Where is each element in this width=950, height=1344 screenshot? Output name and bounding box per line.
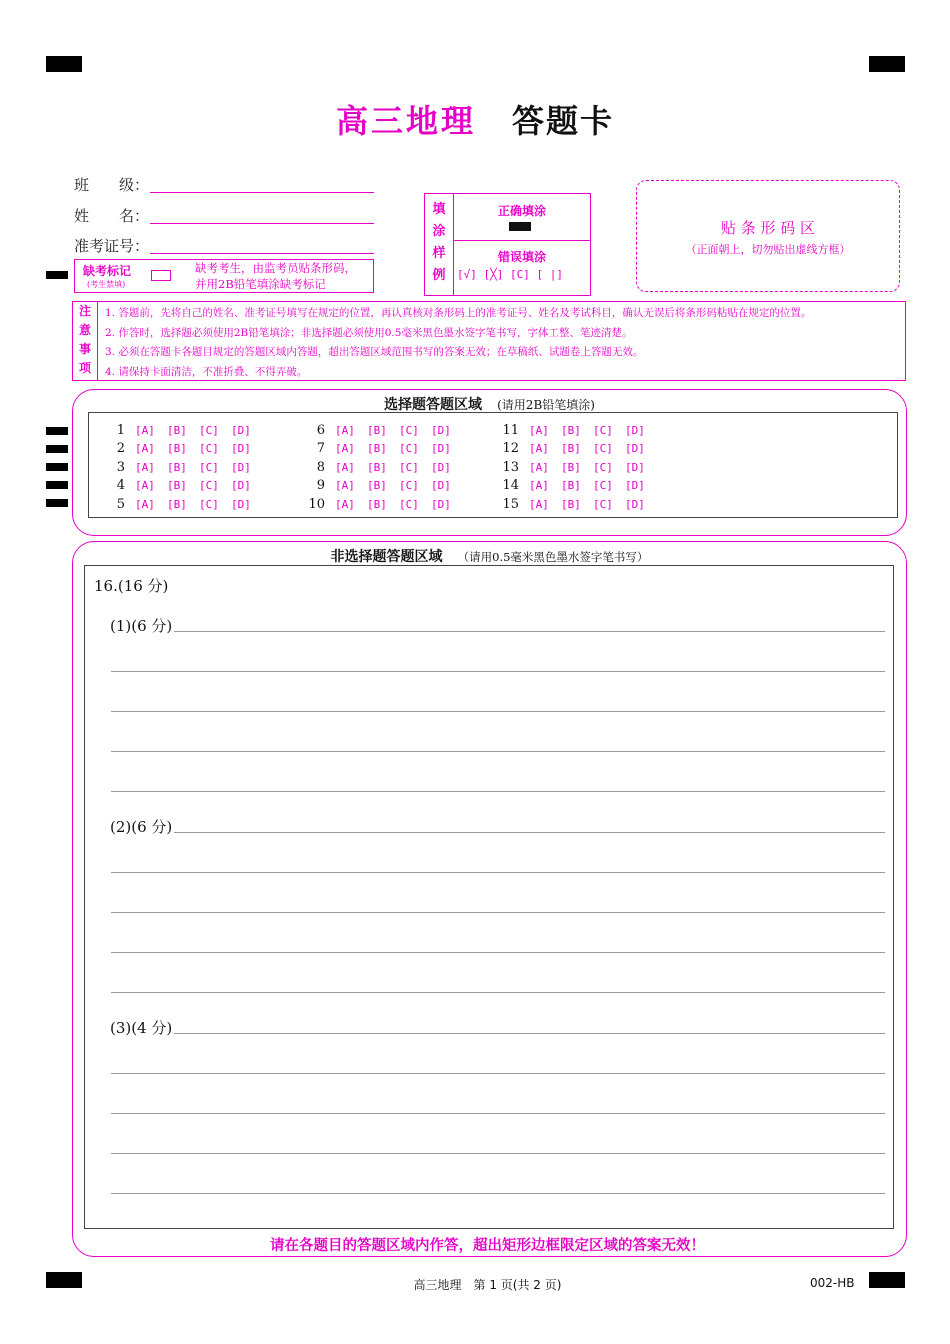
footer-page-info: 高三地理 第 1 页(共 2 页) — [413, 1278, 562, 1292]
mcq-title: 选择题答题区域 — [384, 397, 483, 413]
question-16-label: 16.(16 分) — [94, 577, 169, 595]
exam-id-field-label: 准考证号： — [74, 237, 150, 255]
mcq-option-bubble[interactable]: [A] — [135, 460, 155, 474]
mcq-option-bubble[interactable]: [B] — [367, 460, 387, 474]
mcq-question-number: 2 — [116, 441, 125, 457]
mcq-question-number: 6 — [316, 423, 325, 438]
page-title — [0, 96, 950, 142]
part-1-label: (1)(6 分) — [110, 617, 173, 635]
mcq-option-bubble[interactable]: [C] — [199, 442, 219, 456]
mcq-option-bubble[interactable]: [A] — [529, 497, 549, 511]
mcq-question-number: 4 — [116, 478, 125, 494]
wrong-fill-example: [╳] — [483, 268, 504, 281]
mcq-option-bubble[interactable]: [A] — [529, 479, 549, 493]
answer-line[interactable] — [111, 671, 885, 672]
mcq-columns — [89, 420, 897, 512]
mcq-question-number: 13 — [502, 459, 519, 475]
mcq-question-row — [89, 475, 253, 493]
mcq-question-number: 9 — [316, 478, 325, 494]
mcq-question-row — [289, 494, 453, 512]
mcq-option-bubble[interactable]: [D] — [431, 460, 451, 474]
mcq-option-bubble[interactable]: [A] — [135, 497, 155, 511]
absent-mark-sublabel: (考生禁填) — [87, 280, 126, 289]
class-field-label: 班 级： — [74, 176, 150, 194]
notice-item: 3. 必须在答题卡各题目规定的答题区域内答题，超出答题区域范围书写的答案无效；在草稿纸、试题卷上答题无效。 — [105, 346, 644, 358]
mcq-option-bubble[interactable]: [A] — [335, 460, 355, 474]
answer-line[interactable] — [111, 1113, 885, 1114]
mcq-option-bubble[interactable]: [C] — [399, 442, 419, 456]
absent-mark-instruction-2: 并用2B铅笔填涂缺考标记 — [195, 277, 326, 291]
mcq-question-row — [89, 457, 253, 475]
mcq-option-bubble[interactable]: [C] — [199, 424, 219, 437]
mcq-option-bubble[interactable]: [D] — [431, 479, 451, 493]
timing-mark — [46, 499, 68, 507]
mcq-option-bubble[interactable]: [B] — [561, 460, 581, 474]
mcq-option-bubble[interactable]: [C] — [399, 424, 419, 437]
essay-title-row — [73, 546, 906, 566]
wrong-fill-example: [√] — [457, 268, 477, 281]
mcq-question-number: 1 — [116, 423, 125, 438]
absent-mark-instruction-1: 缺考考生，由监考员贴条形码， — [195, 261, 356, 275]
title-subject: 高三地理 — [335, 102, 476, 140]
mcq-option-bubble[interactable]: [B] — [167, 424, 187, 437]
mcq-option-bubble[interactable]: [D] — [431, 424, 451, 437]
barcode-area-title: 贴 条 形 码 区 — [720, 219, 816, 237]
mcq-option-bubble[interactable]: [A] — [335, 497, 355, 511]
answer-line[interactable] — [111, 1153, 885, 1154]
wrong-fill-examples — [457, 268, 589, 281]
part-2-label: (2)(6 分) — [110, 818, 173, 836]
answer-line[interactable] — [111, 1033, 885, 1034]
mcq-option-bubble[interactable]: [A] — [135, 442, 155, 456]
mcq-note: (请用2B铅笔填涂) — [497, 398, 595, 412]
part-3-label: (3)(4 分) — [110, 1019, 173, 1037]
answer-line[interactable] — [111, 912, 885, 913]
mcq-option-bubble[interactable]: [D] — [625, 424, 645, 437]
mcq-option-bubble[interactable]: [B] — [561, 479, 581, 493]
correct-fill-example — [509, 222, 531, 231]
mcq-option-bubble[interactable]: [A] — [529, 460, 549, 474]
mcq-option-bubble[interactable]: [B] — [367, 479, 387, 493]
mcq-question-row — [289, 457, 453, 475]
mcq-question-number: 15 — [502, 496, 519, 512]
answer-line[interactable] — [111, 711, 885, 712]
mcq-option-bubble[interactable]: [D] — [231, 497, 251, 511]
notice-side — [73, 302, 98, 380]
answer-line[interactable] — [111, 872, 885, 873]
mcq-option-bubble[interactable]: [D] — [231, 424, 251, 437]
mcq-question-number: 3 — [116, 459, 125, 475]
mcq-option-bubble[interactable]: [A] — [135, 424, 155, 437]
mcq-option-bubble[interactable]: [C] — [593, 479, 613, 493]
mcq-option-bubble[interactable]: [A] — [335, 479, 355, 493]
mcq-option-bubble[interactable]: [C] — [399, 479, 419, 493]
mcq-question-row — [289, 438, 453, 456]
mcq-option-bubble[interactable]: [A] — [529, 442, 549, 456]
mcq-question-number: 12 — [502, 441, 519, 457]
mcq-question-row — [89, 494, 253, 512]
timing-mark — [46, 481, 68, 489]
fill-sample-side-char: 填 — [432, 202, 446, 217]
mcq-option-bubble[interactable]: [C] — [593, 460, 613, 474]
absent-mark-box — [74, 259, 374, 293]
mcq-option-bubble[interactable]: [C] — [399, 497, 419, 511]
answer-line[interactable] — [111, 1193, 885, 1194]
mcq-question-row — [483, 475, 647, 493]
mcq-answer-box — [88, 412, 898, 518]
mcq-option-bubble[interactable]: [D] — [231, 442, 251, 456]
footer-code: 002-HB — [810, 1276, 855, 1290]
registration-mark-top-left — [46, 56, 82, 72]
mcq-column — [289, 420, 453, 512]
name-field-label: 姓 名： — [74, 207, 150, 225]
warning-text: 请在各题目的答题区域内作答，超出矩形边框限定区域的答案无效！ — [270, 1238, 705, 1254]
notice-items — [105, 304, 811, 382]
notice-side-char: 事 — [78, 342, 91, 356]
answer-line[interactable] — [111, 751, 885, 752]
fill-sample-side — [425, 194, 454, 295]
mcq-option-bubble[interactable]: [D] — [431, 497, 451, 511]
essay-note: （请用0.5毫米黑色墨水签字笔书写） — [457, 550, 649, 564]
notice-side-char: 意 — [78, 323, 91, 337]
mcq-option-bubble[interactable]: [A] — [335, 424, 355, 437]
mcq-question-row — [289, 475, 453, 493]
mcq-question-number: 5 — [116, 496, 125, 512]
mcq-option-bubble[interactable]: [B] — [167, 479, 187, 493]
correct-fill-label: 正确填涂 — [497, 204, 546, 218]
mcq-option-bubble[interactable]: [D] — [625, 460, 645, 474]
mcq-option-bubble[interactable]: [B] — [367, 497, 387, 511]
mcq-option-bubble[interactable]: [C] — [399, 460, 419, 474]
mcq-option-bubble[interactable]: [C] — [593, 497, 613, 511]
timing-mark — [46, 427, 68, 435]
mcq-option-bubble[interactable]: [B] — [167, 460, 187, 474]
mcq-question-row — [483, 457, 647, 475]
essay-answer-box[interactable] — [84, 565, 894, 1229]
essay-title: 非选择题答题区域 — [330, 549, 443, 565]
mcq-question-number: 14 — [502, 478, 519, 494]
mcq-option-bubble[interactable]: [B] — [561, 442, 581, 456]
mcq-question-row — [483, 494, 647, 512]
notice-box — [72, 301, 906, 381]
timing-mark — [46, 271, 68, 279]
fill-sample-side-char: 例 — [432, 268, 446, 283]
mcq-option-bubble[interactable]: [D] — [625, 479, 645, 493]
wrong-fill-example: [ |] — [536, 268, 563, 281]
mcq-section — [72, 389, 907, 536]
mcq-question-row — [89, 438, 253, 456]
answer-line[interactable] — [111, 1073, 885, 1074]
timing-mark — [46, 463, 68, 471]
wrong-fill-example: [C] — [510, 268, 530, 281]
mcq-option-bubble[interactable]: [D] — [231, 460, 251, 474]
absent-mark-label: 缺考标记 — [83, 264, 132, 278]
mcq-option-bubble[interactable]: [B] — [367, 424, 387, 437]
fill-sample-side-char: 样 — [432, 246, 446, 261]
barcode-area-note: （正面朝上，切勿贴出虚线方框） — [685, 243, 851, 256]
mcq-option-bubble[interactable]: [B] — [561, 424, 581, 437]
wrong-fill-label: 错误填涂 — [497, 250, 546, 264]
mcq-question-number: 7 — [316, 441, 325, 457]
barcode-area — [636, 180, 900, 292]
class-field-line — [150, 192, 374, 193]
name-field[interactable] — [74, 205, 374, 225]
mcq-option-bubble[interactable]: [C] — [199, 497, 219, 511]
answer-line[interactable] — [111, 992, 885, 993]
mcq-question-number: 11 — [502, 423, 519, 438]
mcq-option-bubble[interactable]: [B] — [167, 442, 187, 456]
mcq-option-bubble[interactable]: [C] — [199, 460, 219, 474]
mcq-question-row — [483, 420, 647, 438]
mcq-option-bubble[interactable]: [B] — [167, 497, 187, 511]
timing-mark — [46, 445, 68, 453]
name-field-line — [150, 223, 374, 224]
mcq-option-bubble[interactable]: [A] — [335, 442, 355, 456]
mcq-question-row — [89, 420, 253, 438]
mcq-option-bubble[interactable]: [B] — [561, 497, 581, 511]
mcq-question-row — [289, 420, 453, 438]
notice-side-char: 注 — [78, 304, 91, 318]
notice-item: 2. 作答时，选择题必须使用2B铅笔填涂；非选择题必须使用0.5毫米黑色墨水签字笔书写，字体工整、笔迹清楚。 — [105, 326, 633, 339]
mcq-column — [89, 420, 253, 512]
mcq-option-bubble[interactable]: [C] — [199, 479, 219, 493]
mcq-title-row — [73, 394, 906, 414]
fill-sample-box — [424, 193, 591, 296]
registration-mark-top-right — [869, 56, 905, 72]
mcq-option-bubble[interactable]: [B] — [367, 442, 387, 456]
mcq-option-bubble[interactable]: [D] — [231, 479, 251, 493]
mcq-question-number: 10 — [308, 496, 325, 512]
exam-id-field-line — [150, 253, 374, 254]
title-card: 答题卡 — [512, 102, 615, 140]
fill-sample-divider — [454, 240, 590, 241]
mcq-option-bubble[interactable]: [C] — [593, 424, 613, 437]
mcq-question-number: 8 — [316, 459, 325, 475]
notice-side-char: 项 — [78, 361, 91, 375]
absent-mark-bubble[interactable] — [151, 270, 171, 281]
fill-sample-side-char: 涂 — [432, 224, 446, 239]
mcq-column — [483, 420, 647, 512]
notice-item: 1. 答题前，先将自己的姓名、准考证号填写在规定的位置，再认真核对条形码上的准考证号、姓名及考试科目，确认无误后将条形码粘贴在规定的位置。 — [105, 307, 812, 319]
mcq-option-bubble[interactable]: [D] — [431, 442, 451, 456]
exam-id-field[interactable] — [74, 235, 374, 255]
mcq-option-bubble[interactable]: [C] — [593, 442, 613, 456]
mcq-option-bubble[interactable]: [A] — [529, 424, 549, 437]
answer-line[interactable] — [111, 952, 885, 953]
answer-line[interactable] — [111, 832, 885, 833]
answer-line[interactable] — [111, 791, 885, 792]
notice-item: 4. 请保持卡面清洁，不准折叠、不得弄破。 — [105, 365, 308, 378]
mcq-option-bubble[interactable]: [A] — [135, 479, 155, 493]
answer-line[interactable] — [111, 631, 885, 632]
mcq-option-bubble[interactable]: [D] — [625, 497, 645, 511]
class-field[interactable] — [74, 174, 374, 194]
mcq-question-row — [483, 438, 647, 456]
mcq-option-bubble[interactable]: [D] — [625, 442, 645, 456]
